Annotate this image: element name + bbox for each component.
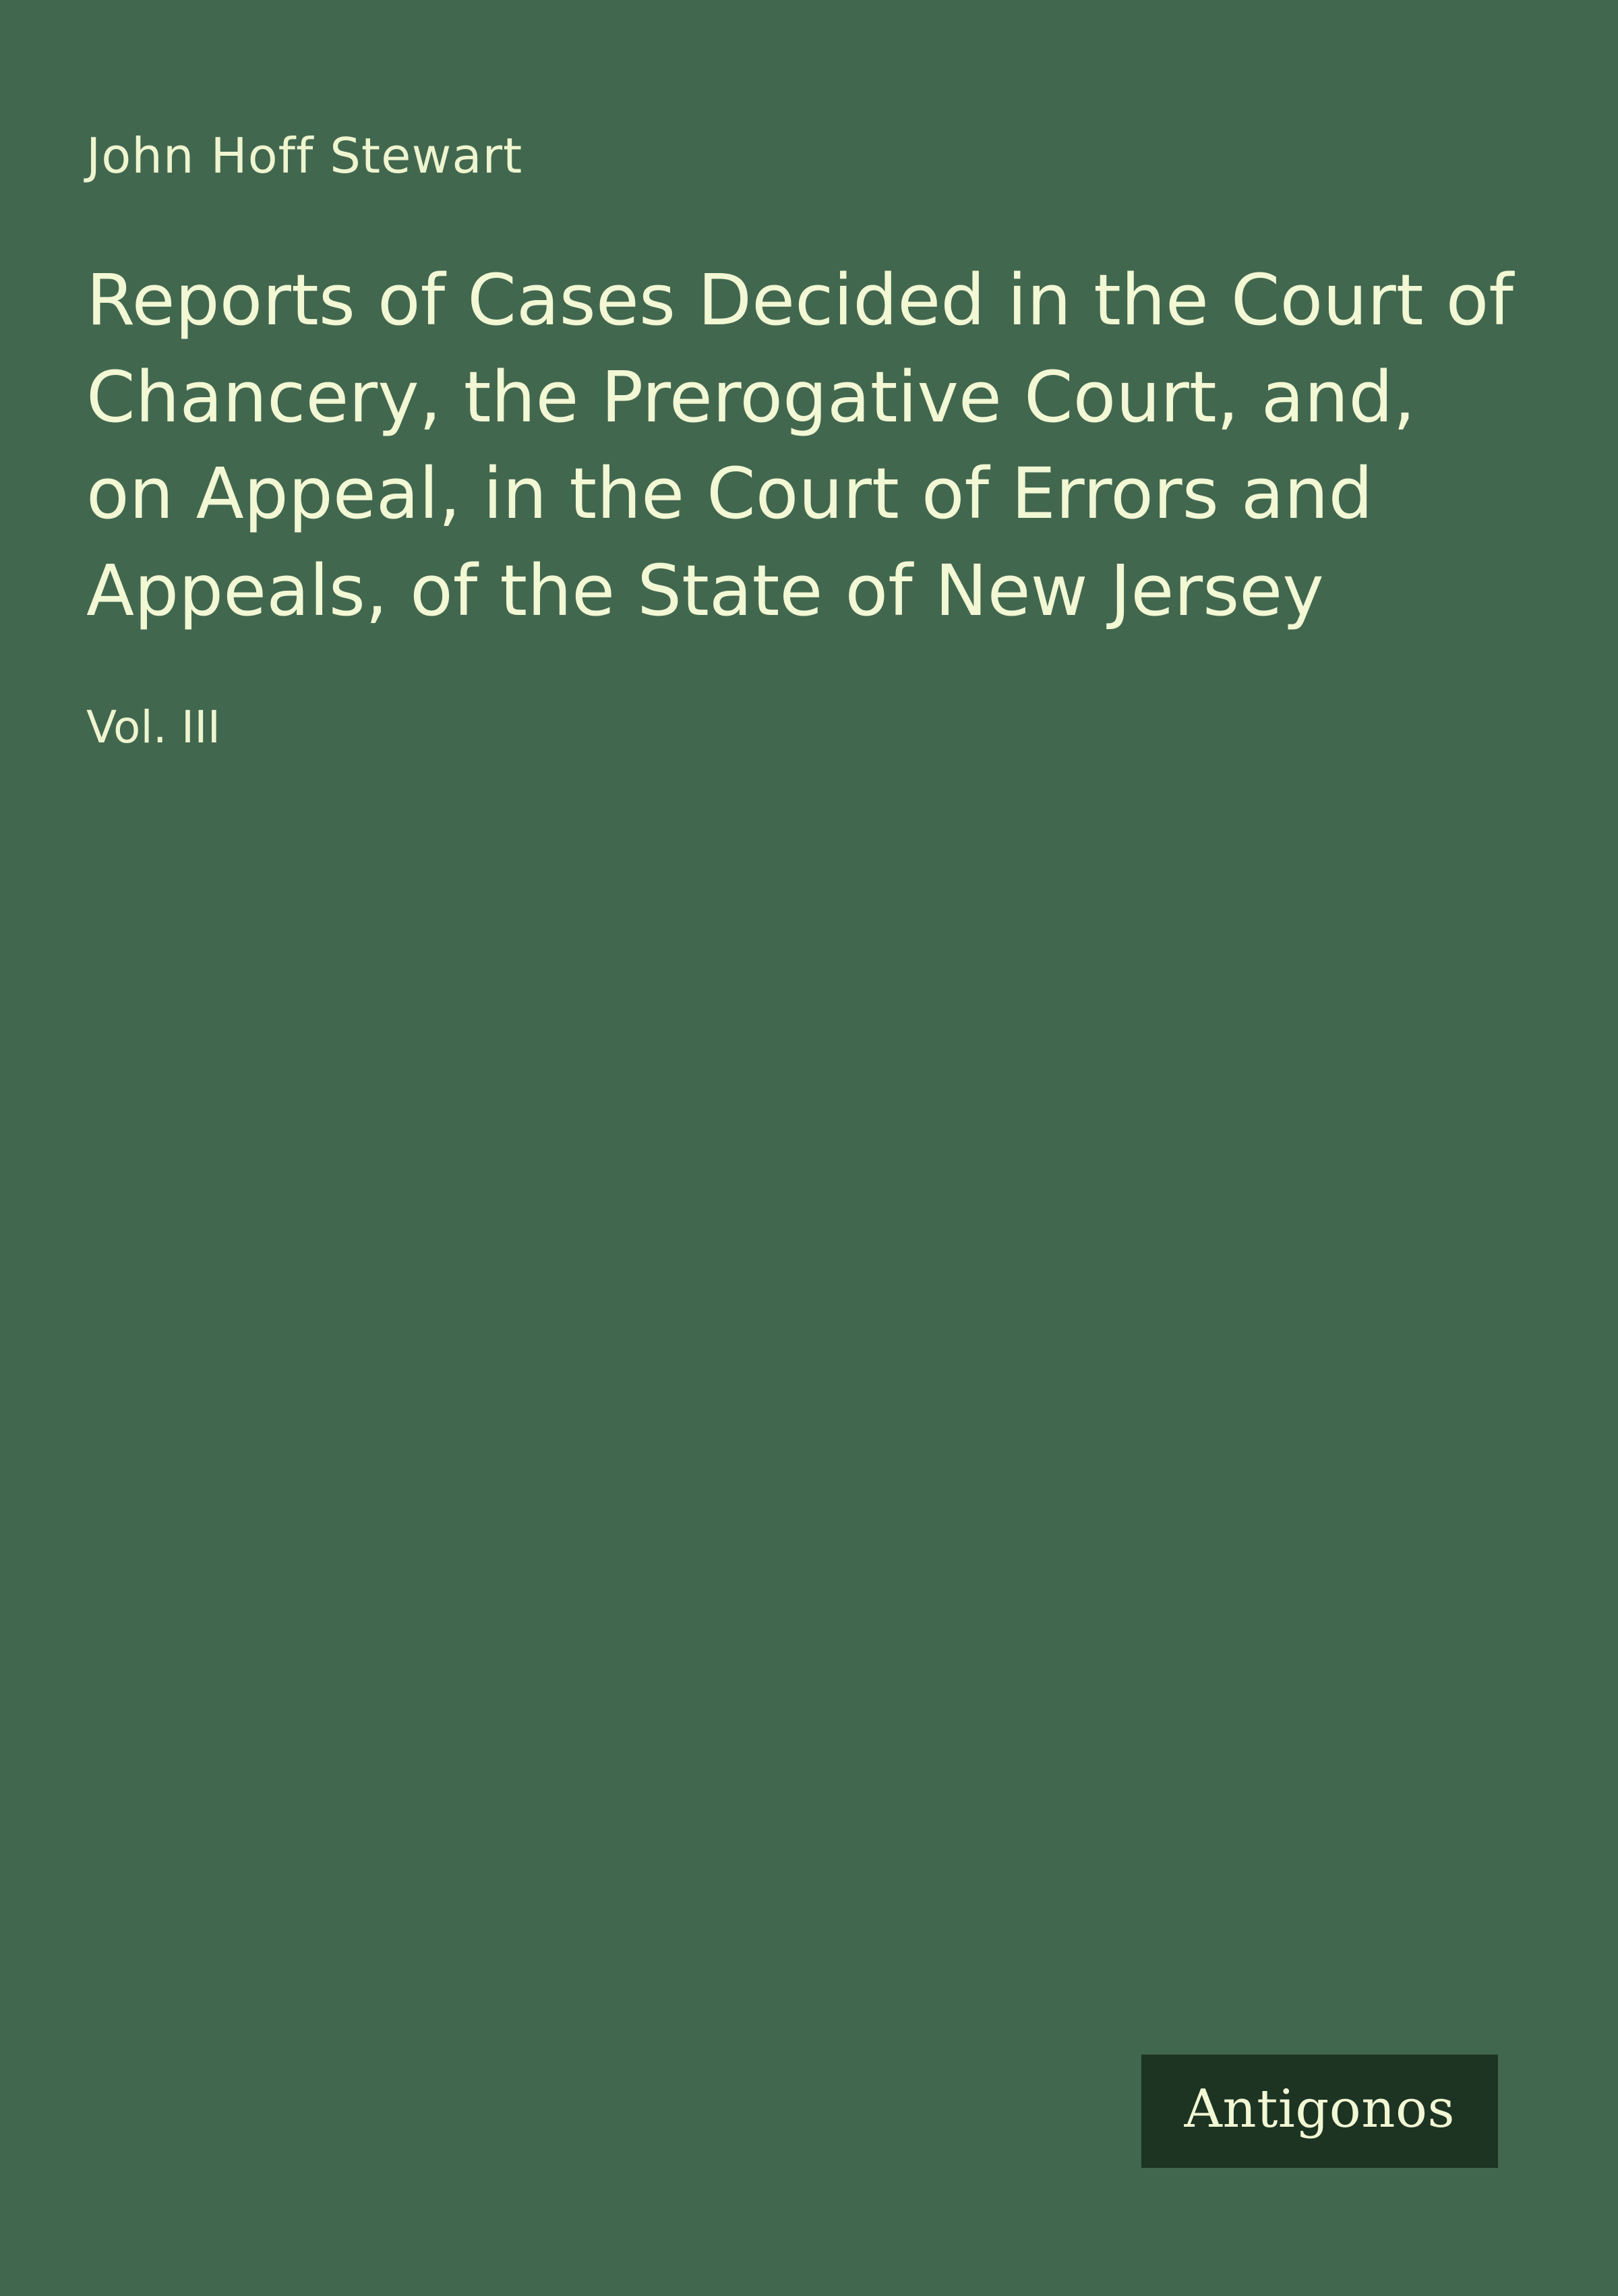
book-title: Reports of Cases Decided in the Court of Chancery, the Prerogative Court, and, on Appeal, in the Court of Errors and Appeals, of the State of New Jersey [86,259,1514,632]
cover-text-block [86,127,1532,757]
publisher-logo: Antigonos [1141,2055,1498,2168]
author-name: John Hoff Stewart [86,127,523,184]
volume-label: Vol. III [86,701,221,754]
publisher-area [1141,2055,1498,2168]
